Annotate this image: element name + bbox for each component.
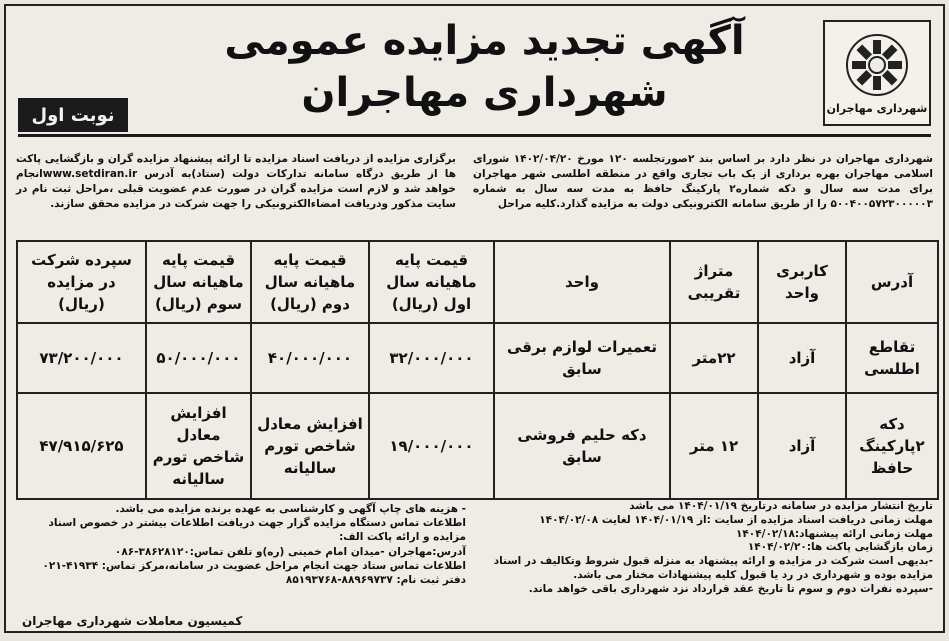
detail-line: دفتر ثبت نام: ۸۸۹۶۹۷۳۷-۸۵۱۹۳۷۶۸ <box>285 574 466 587</box>
table-cell: دکه ۲پارکینگ حافظ <box>846 393 938 499</box>
detail-line: مهلت زمانی ارائه پیشنهاد:۱۴۰۴/۰۲/۱۸ <box>735 527 933 540</box>
column-header: قیمت پایه ماهیانه سال سوم (ریال) <box>146 241 251 323</box>
table-cell: دکه حلیم فروشی سابق <box>494 393 670 499</box>
municipality-logo <box>823 20 931 126</box>
table-cell: ۵۰/۰۰۰/۰۰۰ <box>146 323 251 393</box>
notice-page <box>4 4 945 633</box>
notice-title: آگهی تجدید مزایده عمومی <box>224 18 745 64</box>
column-header: قیمت پایه ماهیانه سال دوم (ریال) <box>251 241 369 323</box>
column-header: آدرس <box>846 241 938 323</box>
detail-line: مهلت زمانی دریافت اسناد مزایده از سایت :از ۱۴۰۴/۰۱/۱۹ لغایت ۱۴۰۴/۰۲/۰۸ <box>539 513 933 526</box>
signature-line: کمیسیون معاملات شهرداری مهاجران <box>22 614 243 628</box>
table-row <box>17 323 938 393</box>
column-header: قیمت پایه ماهیانه سال اول (ریال) <box>369 241 494 323</box>
intro-paragraph-left: برگزاری مزایده از دریافت اسناد مزایده تا ارائه پیشنهاد مزایده گران و بازگشایی پاکت ها از طریق درگاه سامانه تدارکات دولت (ستاد)به آدرس www.setdiran.irانجام خواهد شد و لازم است مزایده گران در صورت عدم عضویت قبلی ،مراحل ثبت نام در سایت مذکور ودریافت امضاءالکترونیکی را جهت شرکت در مزایده محقق سازند. <box>16 153 456 210</box>
logo-label: شهرداری مهاجران <box>826 101 928 115</box>
table-cell: ۲۲متر <box>670 323 758 393</box>
table-header-row <box>17 241 938 323</box>
notice-subtitle: شهرداری مهاجران <box>301 70 668 116</box>
table-cell: ۳۲/۰۰۰/۰۰۰ <box>369 323 494 393</box>
header-divider <box>18 134 931 137</box>
auction-items-table <box>16 240 939 500</box>
table-cell: افزایش معادل شاخص تورم سالیانه <box>251 393 369 499</box>
detail-line: اطلاعات تماس ستاد جهت انجام مراحل عضویت در سامانه،مرکز تماس: ۴۱۹۳۴-۰۲۱ <box>42 559 466 572</box>
column-header: کاربری واحد <box>758 241 846 323</box>
contact-details <box>16 502 466 587</box>
detail-line: آدرس:مهاجران -میدان امام خمینی (ره)و تلفن تماس:۳۸۶۲۸۱۲۰-۰۸۶ <box>114 545 466 558</box>
table-cell: افزایش معادل شاخص تورم سالیانه <box>146 393 251 499</box>
table-cell: ۱۲ متر <box>670 393 758 499</box>
column-header: واحد <box>494 241 670 323</box>
column-header: متراژ تقریبی <box>670 241 758 323</box>
table-cell: ۷۳/۲۰۰/۰۰۰ <box>17 323 146 393</box>
table-cell: ۴۷/۹۱۵/۶۲۵ <box>17 393 146 499</box>
table-cell: تقاطع اطلسی <box>846 323 938 393</box>
table-cell: ۴۰/۰۰۰/۰۰۰ <box>251 323 369 393</box>
intro-paragraph-right: شهرداری مهاجران در نظر دارد بر اساس بند ۲صورتجلسه ۱۲۰ مورخ ۱۴۰۲/۰۴/۲۰ شورای اسلامی مهاجران بهره برداری از یک باب تجاری واقع در منطقه اطلسی شهر مهاجران برای مدت سه سال و دکه شماره۲ پارکینگ حافظ به مدت سه سال به شماره ۵۰۰۴۰۰۵۷۲۳۰۰۰۰۰۳ را از طریق سامانه الکترونیکی دولت به مزایده گذارد.کلیه مراحل <box>473 153 934 210</box>
table-cell: تعمیرات لوازم برقی سابق <box>494 323 670 393</box>
column-header: سپرده شرکت در مزایده (ریال) <box>17 241 146 323</box>
logo-emblem-icon <box>844 32 910 98</box>
table-cell: ۱۹/۰۰۰/۰۰۰ <box>369 393 494 499</box>
schedule-details <box>478 500 933 597</box>
round-badge: نوبت اول <box>18 98 128 132</box>
table-row <box>17 393 938 499</box>
detail-line: -بدیهی است شرکت در مزایده و ارائه پیشنهاد به منزله قبول شروط وتکالیف در اسناد مزایده بوده و شهرداری در رد یا قبول کلیه پیشنهادات مختار می باشد. <box>493 555 933 581</box>
table-cell: آزاد <box>758 393 846 499</box>
table-cell: آزاد <box>758 323 846 393</box>
detail-line: اطلاعات تماس دستگاه مزایده گزار جهت دریافت اطلاعات بیشتر در خصوص اسناد مزایده و ارائه پاکت الف: <box>48 517 466 544</box>
detail-line: زمان بازگشایی پاکت ها:۱۴۰۴/۰۲/۲۰ <box>747 541 933 554</box>
detail-line: - هزینه های چاپ آگهی و کارشناسی به عهده برنده مزایده می باشد. <box>115 503 466 515</box>
detail-line: -سپرده نفرات دوم و سوم تا تاریخ عقد قرارداد نزد شهرداری باقی خواهد ماند. <box>528 582 933 595</box>
detail-line: تاریخ انتشار مزایده در سامانه درتاریخ ۱۴۰۴/۰۱/۱۹ می باشد <box>629 500 933 512</box>
